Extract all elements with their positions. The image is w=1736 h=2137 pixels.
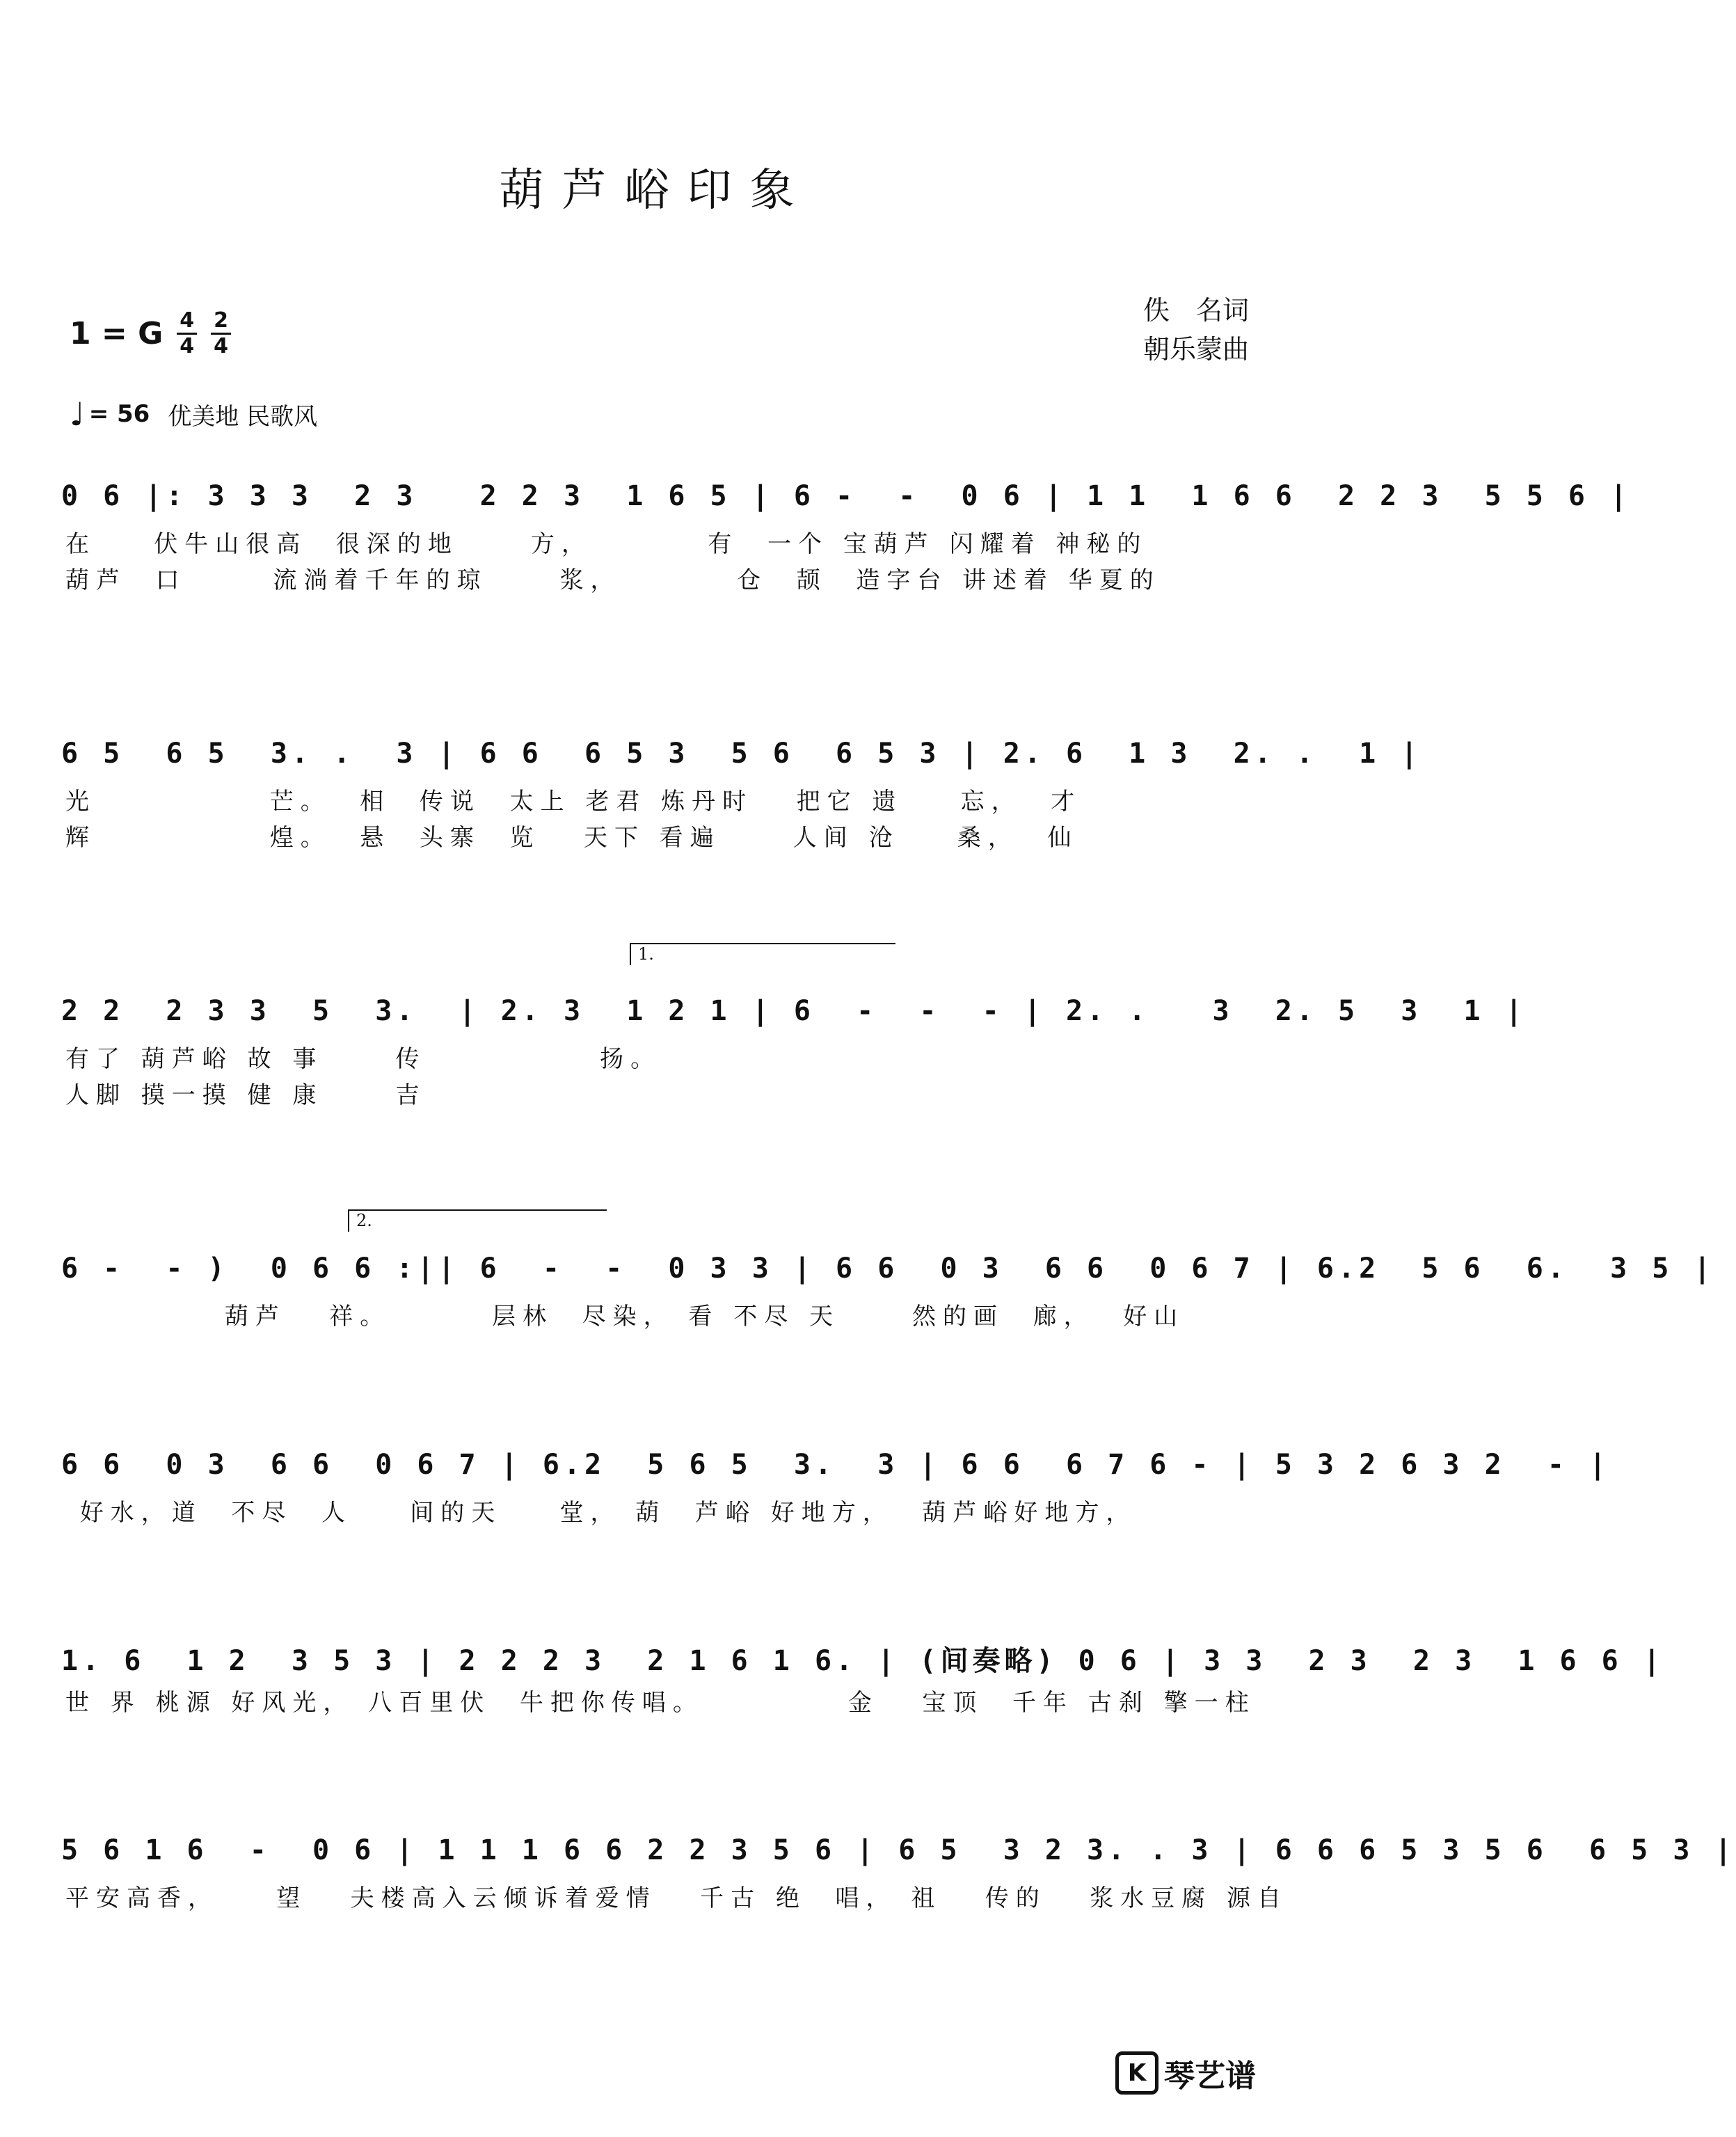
credits (1143, 291, 1249, 369)
time-signature-1: $\frac{4}{4}$ (177, 309, 197, 358)
notation-line: 6 - - ) 0 6 6 :|| 6 - - 0 3 3 | 6 6 0 3 6 6 0 6 7 | 6.2 5 6 6. 3 5 | (61, 1253, 1715, 1285)
tempo-bpm: = 56 (88, 400, 150, 428)
tempo-marking (70, 395, 317, 433)
lyricist-credit: 佚 名词 (1142, 295, 1249, 326)
lyric-verse-1: 有了 葫芦峪 故 事 传 扬。 (65, 1045, 662, 1073)
logo-mark-icon: K (1115, 2051, 1158, 2095)
notation-line: 6 6 0 3 6 6 0 6 7 | 6.2 5 6 5 3. 3 | 6 6 6 7 6 - | 5 3 2 6 3 2 - | (61, 1449, 1611, 1481)
score-system-4 (61, 1253, 1715, 1333)
key-signature (70, 309, 231, 358)
second-ending-bracket: 2. (348, 1209, 607, 1232)
first-ending-bracket: 1. (630, 943, 895, 965)
lyric-verse-1: 好水，道 不尽 人 间的天 堂， 葫 芦峪 好地方， 葫芦峪好地方， (65, 1499, 1137, 1527)
site-logo (1115, 2051, 1256, 2095)
quarter-note-icon: ♩ (70, 395, 85, 433)
tempo-expression: 优美地 民歌风 (168, 402, 318, 431)
time-signature-2: $\frac{2}{4}$ (211, 309, 231, 358)
lyric-verse-2: 人脚 摸一摸 健 康 吉 (65, 1081, 427, 1109)
lyric-verse-1: 葫芦 祥。 层林 尽染， 看 不尽 天 然的画 廊， 好山 (65, 1303, 1185, 1330)
lyric-verse-1: 光 芒。 相 传说 太上 老君 炼丹时 把它 遗 忘， 才 (65, 788, 1082, 816)
key-label: 1 = G (70, 316, 164, 351)
logo-text: 琴艺谱 (1164, 2058, 1256, 2094)
score-system-6 (61, 1639, 1664, 1719)
notation-line: 1. 6 1 2 3 5 3 | 2 2 2 3 2 1 6 1 6. | (间奏略) 0 6 | 3 3 2 3 2 3 1 6 6 | (61, 1645, 1664, 1677)
lyric-verse-1: 在 伏牛山很高 很深的地 方， 有 一个 宝葫芦 闪耀着 神秘的 (65, 530, 1148, 558)
page-title: 葫芦峪印象 (499, 165, 813, 216)
composer-credit: 朝乐蒙曲 (1142, 334, 1249, 365)
notation-line: 0 6 |: 3 3 3 2 3 2 2 3 1 6 5 | 6 - - 0 6 | 1 1 1 6 6 2 2 3 5 5 6 | (61, 480, 1632, 512)
score-system-3 (61, 995, 1527, 1112)
lyric-verse-2: 葫芦 口 流淌着千年的琼 浆， 仓 颉 造字台 讲述着 华夏的 (65, 566, 1161, 594)
notation-line: 5 6 1 6 - 0 6 | 1 1 1 6 6 2 2 3 5 6 | 6 5 3 2 3. . 3 | 6 6 6 5 3 5 6 6 5 3 | (61, 1834, 1736, 1866)
score-system-5 (61, 1449, 1611, 1530)
score-system-7 (61, 1834, 1736, 1915)
score-system-1 (61, 480, 1632, 597)
lyric-verse-1: 平安高香， 望 夫楼高入云倾诉着爱情 千古 绝 唱， 祖 传的 浆水豆腐 源自 (65, 1884, 1288, 1912)
lyric-verse-2: 辉 煌。 悬 头寨 览 天下 看遍 人间 沧 桑， 仙 (65, 824, 1078, 852)
notation-line: 2 2 2 3 3 5 3. | 2. 3 1 2 1 | 6 - - - | 2. . 3 2. 5 3 1 | (61, 995, 1527, 1027)
lyric-verse-1: 世 界 桃源 好风光， 八百里伏 牛把你传唱。 金 宝顶 千年 古刹 擎一柱 (65, 1689, 1256, 1717)
score-system-2 (61, 738, 1422, 855)
notation-line: 6 5 6 5 3. . 3 | 6 6 6 5 3 5 6 6 5 3 | 2. 6 1 3 2. . 1 | (61, 738, 1422, 770)
